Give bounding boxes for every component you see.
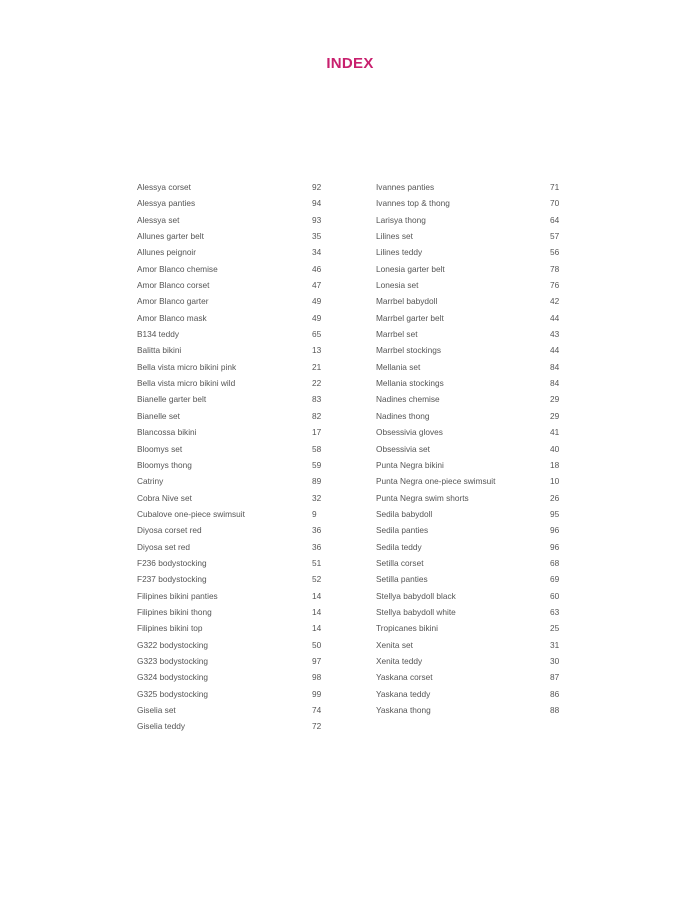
index-entry bbox=[137, 490, 327, 506]
index-entry bbox=[376, 571, 566, 587]
index-entry-name: Filipines bikini panties bbox=[137, 590, 218, 601]
index-entry-name: Larisya thong bbox=[376, 214, 426, 225]
index-entry-page-number: 59 bbox=[312, 459, 322, 470]
index-entry bbox=[137, 653, 327, 669]
index-entry-name: Alessya corset bbox=[137, 182, 191, 192]
index-entry bbox=[137, 195, 327, 211]
index-entry-page-number: 71 bbox=[550, 182, 560, 192]
index-entry-name: Filipines bikini top bbox=[137, 623, 203, 634]
index-entry-name: Sedila babydoll bbox=[376, 508, 433, 519]
index-entry bbox=[376, 244, 566, 260]
index-entry-page-number: 9 bbox=[312, 508, 317, 519]
index-entry bbox=[137, 506, 327, 522]
index-column-left bbox=[137, 179, 327, 735]
index-entry bbox=[137, 571, 327, 587]
index-entry bbox=[137, 244, 327, 260]
index-entry bbox=[376, 555, 566, 571]
page-title: INDEX bbox=[326, 55, 374, 73]
index-entry bbox=[137, 702, 327, 718]
index-entry-name: Yaskana corset bbox=[376, 672, 433, 683]
index-entry-page-number: 84 bbox=[550, 378, 560, 389]
index-entry-name: Cubalove one-piece swimsuit bbox=[137, 508, 245, 519]
index-entry-name: Diyosa corset red bbox=[137, 525, 202, 536]
index-entry-name: Amor Blanco mask bbox=[137, 312, 207, 323]
index-entry-page-number: 87 bbox=[550, 672, 560, 683]
index-entry bbox=[376, 359, 566, 375]
index-entry bbox=[137, 293, 327, 309]
index-entry-page-number: 41 bbox=[550, 427, 560, 438]
index-entry-name: Alessya panties bbox=[137, 198, 196, 209]
index-entry bbox=[137, 718, 327, 734]
index-entry-page-number: 49 bbox=[312, 296, 322, 307]
index-entry-name: Lilines teddy bbox=[376, 247, 423, 258]
index-entry-name: Mellania set bbox=[376, 361, 421, 372]
index-entry-page-number: 26 bbox=[550, 492, 560, 503]
index-entry-name: F237 bodystocking bbox=[137, 574, 207, 585]
index-column-right bbox=[376, 179, 566, 718]
index-entry-name: F236 bodystocking bbox=[137, 557, 207, 568]
index-entry-page-number: 14 bbox=[312, 623, 322, 634]
index-entry-name: Obsessivia gloves bbox=[376, 427, 443, 438]
index-entry-name: Allunes peignoir bbox=[137, 247, 197, 258]
index-entry bbox=[137, 179, 327, 195]
index-entry bbox=[376, 212, 566, 228]
index-entry bbox=[376, 522, 566, 538]
index-entry-name: Cobra Nive set bbox=[137, 492, 192, 503]
index-entry-page-number: 43 bbox=[550, 329, 560, 340]
index-entry bbox=[376, 473, 566, 489]
index-entry-name: Lonesia set bbox=[376, 280, 419, 291]
index-entry-page-number: 63 bbox=[550, 606, 560, 617]
index-entry-page-number: 89 bbox=[312, 476, 322, 487]
index-entry-page-number: 35 bbox=[312, 231, 322, 242]
index-entry-page-number: 97 bbox=[312, 655, 322, 666]
index-entry-page-number: 78 bbox=[550, 263, 560, 274]
index-entry-name: Yaskana thong bbox=[376, 705, 431, 715]
index-entry bbox=[376, 293, 566, 309]
index-entry bbox=[137, 588, 327, 604]
index-entry-name: Lonesia garter belt bbox=[376, 263, 445, 274]
index-entry-name: Punta Negra swim shorts bbox=[376, 492, 469, 503]
index-entry bbox=[137, 310, 327, 326]
index-entry-name: Giselia set bbox=[137, 705, 176, 715]
index-entry-page-number: 72 bbox=[312, 721, 322, 732]
index-entry-page-number: 76 bbox=[550, 280, 560, 291]
index-entry-page-number: 14 bbox=[312, 606, 322, 617]
index-entry-name: Bianelle set bbox=[137, 410, 180, 421]
index-entry-page-number: 70 bbox=[550, 198, 560, 209]
index-entry bbox=[137, 228, 327, 244]
index-entry bbox=[376, 441, 566, 457]
index-entry-name: Marrbel set bbox=[376, 329, 418, 340]
index-entry-name: Setilla panties bbox=[376, 574, 428, 585]
index-entry-page-number: 64 bbox=[550, 214, 560, 225]
index-entry-page-number: 83 bbox=[312, 394, 322, 405]
index-entry-page-number: 49 bbox=[312, 312, 322, 323]
index-entry-name: Nadines chemise bbox=[376, 394, 440, 405]
index-entry bbox=[376, 261, 566, 277]
index-entry-page-number: 74 bbox=[312, 705, 322, 715]
index-entry-page-number: 42 bbox=[550, 296, 560, 307]
index-entry-name: Sedila panties bbox=[376, 525, 429, 536]
index-entry-page-number: 21 bbox=[312, 361, 322, 372]
index-entry-page-number: 14 bbox=[312, 590, 322, 601]
index-entry-name: Bloomys thong bbox=[137, 459, 192, 470]
index-entry-page-number: 86 bbox=[550, 688, 560, 699]
index-entry-page-number: 88 bbox=[550, 705, 560, 715]
index-entry-page-number: 96 bbox=[550, 525, 560, 536]
index-entry-page-number: 92 bbox=[312, 182, 322, 192]
index-entry bbox=[376, 669, 566, 685]
index-entry bbox=[137, 637, 327, 653]
index-entry-page-number: 69 bbox=[550, 574, 560, 585]
index-entry bbox=[376, 588, 566, 604]
index-entry-page-number: 68 bbox=[550, 557, 560, 568]
index-entry-page-number: 18 bbox=[550, 459, 560, 470]
index-entry-page-number: 25 bbox=[550, 623, 560, 634]
index-entry-page-number: 31 bbox=[550, 639, 560, 650]
index-entry-page-number: 44 bbox=[550, 312, 560, 323]
index-entry-name: Ivannes panties bbox=[376, 182, 435, 192]
index-entry bbox=[137, 522, 327, 538]
index-entry-name: G325 bodystocking bbox=[137, 688, 209, 699]
index-entry bbox=[137, 604, 327, 620]
index-entry-name: Marrbel stockings bbox=[376, 345, 442, 356]
index-entry bbox=[376, 457, 566, 473]
index-entry-page-number: 32 bbox=[312, 492, 322, 503]
index-entry-name: Setilla corset bbox=[376, 557, 424, 568]
index-entry-page-number: 52 bbox=[312, 574, 322, 585]
index-entry-name: Allunes garter belt bbox=[137, 231, 204, 242]
index-entry-page-number: 93 bbox=[312, 214, 322, 225]
index-entry-name: G322 bodystocking bbox=[137, 639, 209, 650]
index-entry-page-number: 36 bbox=[312, 525, 322, 536]
index-entry-page-number: 98 bbox=[312, 672, 322, 683]
index-entry-name: Marrbel babydoll bbox=[376, 296, 438, 307]
index-entry-page-number: 29 bbox=[550, 410, 560, 421]
index-entry bbox=[376, 424, 566, 440]
index-entry bbox=[376, 539, 566, 555]
index-entry-page-number: 95 bbox=[550, 508, 560, 519]
index-entry-page-number: 36 bbox=[312, 541, 322, 552]
index-entry bbox=[137, 441, 327, 457]
index-entry-page-number: 44 bbox=[550, 345, 560, 356]
index-entry bbox=[376, 375, 566, 391]
index-entry-name: Yaskana teddy bbox=[376, 688, 431, 699]
index-entry-page-number: 51 bbox=[312, 557, 322, 568]
index-entry-page-number: 60 bbox=[550, 590, 560, 601]
index-entry-name: Giselia teddy bbox=[137, 721, 185, 732]
index-entry bbox=[376, 228, 566, 244]
index-entry-name: Catriny bbox=[137, 476, 164, 487]
index-entry-name: Bella vista micro bikini wild bbox=[137, 378, 236, 389]
index-entry-name: Mellania stockings bbox=[376, 378, 444, 389]
index-entry bbox=[376, 702, 566, 718]
index-entry bbox=[376, 506, 566, 522]
index-entry-page-number: 99 bbox=[312, 688, 322, 699]
index-entry bbox=[137, 212, 327, 228]
index-entry-name: Obsessivia set bbox=[376, 443, 430, 454]
index-entry bbox=[137, 277, 327, 293]
index-entry-page-number: 10 bbox=[550, 476, 560, 487]
index-entry-page-number: 47 bbox=[312, 280, 322, 291]
index-entry-name: Punta Negra one-piece swimsuit bbox=[376, 476, 496, 487]
index-entry-name: Diyosa set red bbox=[137, 541, 191, 552]
index-entry bbox=[376, 604, 566, 620]
index-entry-name: Amor Blanco chemise bbox=[137, 263, 218, 274]
index-entry bbox=[137, 424, 327, 440]
index-entry-page-number: 22 bbox=[312, 378, 322, 389]
index-entry-name: Bella vista micro bikini pink bbox=[137, 361, 237, 372]
index-entry bbox=[376, 637, 566, 653]
index-entry-page-number: 17 bbox=[312, 427, 322, 438]
index-entry-name: Ivannes top & thong bbox=[376, 198, 450, 209]
index-entry-name: Punta Negra bikini bbox=[376, 459, 444, 470]
index-entry-name: Amor Blanco garter bbox=[137, 296, 209, 307]
index-entry bbox=[137, 408, 327, 424]
index-entry bbox=[376, 326, 566, 342]
index-entry bbox=[137, 261, 327, 277]
index-entry-page-number: 13 bbox=[312, 345, 322, 356]
index-entry bbox=[137, 620, 327, 636]
index-entry bbox=[137, 539, 327, 555]
index-entry-name: Amor Blanco corset bbox=[137, 280, 210, 291]
index-entry-name: Xenita teddy bbox=[376, 655, 423, 666]
index-entry-name: Bianelle garter belt bbox=[137, 394, 207, 405]
index-entry-page-number: 40 bbox=[550, 443, 560, 454]
index-entry-name: Balitta bikini bbox=[137, 345, 182, 356]
index-entry-name: Xenita set bbox=[376, 639, 413, 650]
index-entry-page-number: 30 bbox=[550, 655, 560, 666]
index-entry bbox=[137, 342, 327, 358]
index-entry bbox=[376, 490, 566, 506]
index-entry-page-number: 57 bbox=[550, 231, 560, 242]
index-entry-name: Alessya set bbox=[137, 214, 180, 225]
index-entry-name: Bloomys set bbox=[137, 443, 183, 454]
index-entry bbox=[376, 310, 566, 326]
index-entry bbox=[376, 179, 566, 195]
index-entry-page-number: 56 bbox=[550, 247, 560, 258]
index-entry-page-number: 34 bbox=[312, 247, 322, 258]
index-entry bbox=[137, 391, 327, 407]
index-entry bbox=[137, 375, 327, 391]
index-entry bbox=[137, 669, 327, 685]
index-entry bbox=[376, 195, 566, 211]
index-entry bbox=[137, 555, 327, 571]
index-entry bbox=[376, 391, 566, 407]
index-entry bbox=[137, 686, 327, 702]
index-entry-name: B134 teddy bbox=[137, 329, 179, 340]
index-entry-page-number: 82 bbox=[312, 410, 322, 421]
index-entry-page-number: 29 bbox=[550, 394, 560, 405]
index-entry bbox=[376, 408, 566, 424]
index-entry bbox=[376, 653, 566, 669]
index-entry-page-number: 58 bbox=[312, 443, 322, 454]
index-entry-page-number: 84 bbox=[550, 361, 560, 372]
index-entry-page-number: 94 bbox=[312, 198, 322, 209]
index-entry bbox=[376, 342, 566, 358]
index-entry-name: Blancossa bikini bbox=[137, 427, 197, 438]
index-entry-name: Nadines thong bbox=[376, 410, 430, 421]
index-entry bbox=[137, 457, 327, 473]
index-entry-name: Filipines bikini thong bbox=[137, 606, 212, 617]
index-entry bbox=[137, 326, 327, 342]
index-entry-name: G324 bodystocking bbox=[137, 672, 209, 683]
index-entry-name: Tropicanes bikini bbox=[376, 623, 438, 634]
index-entry-name: Stellya babydoll black bbox=[376, 590, 456, 601]
index-entry-name: Marrbel garter belt bbox=[376, 312, 444, 323]
index-entry bbox=[137, 473, 327, 489]
index-entry-name: G323 bodystocking bbox=[137, 655, 209, 666]
index-entry-page-number: 50 bbox=[312, 639, 322, 650]
index-entry-page-number: 96 bbox=[550, 541, 560, 552]
index-entry bbox=[376, 686, 566, 702]
index-entry bbox=[376, 620, 566, 636]
index-entry-name: Lilines set bbox=[376, 231, 413, 242]
index-entry-name: Stellya babydoll white bbox=[376, 606, 456, 617]
index-entry-name: Sedila teddy bbox=[376, 541, 422, 552]
index-entry-page-number: 46 bbox=[312, 263, 322, 274]
index-entry bbox=[376, 277, 566, 293]
index-entry bbox=[137, 359, 327, 375]
index-entry-page-number: 65 bbox=[312, 329, 322, 340]
